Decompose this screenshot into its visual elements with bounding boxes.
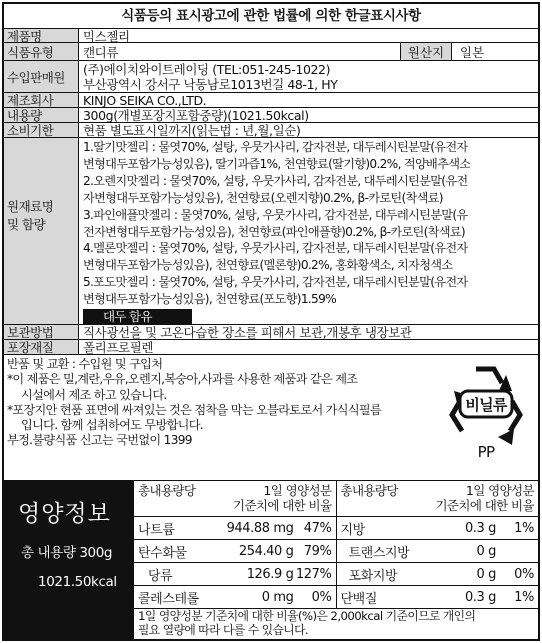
nutrient-amount: 944.88 mg xyxy=(226,520,294,536)
recycle-arrows-icon xyxy=(442,357,528,461)
product-name-label: 제품명 xyxy=(4,29,79,42)
nutrient-percent: 1% xyxy=(514,520,534,536)
nutrition-kcal: 1021.50kcal xyxy=(38,574,117,590)
nutrient-percent: 47% xyxy=(303,520,332,536)
notice-line: *포장지안 현품 표면에 싸져있는 것은 점착을 막는 오블라토로서 가식식필름 xyxy=(7,402,382,417)
origin-label: 원산지 xyxy=(400,43,452,60)
recycle-mark-text: 비닐류 xyxy=(465,396,507,414)
nutrition-row xyxy=(134,517,538,540)
row-importer xyxy=(4,61,538,93)
nutrition-row xyxy=(134,540,538,563)
nutrition-table-header xyxy=(134,481,538,517)
expiry-value: 현품 별도표시일까지(읽는법 : 년,월,일순) xyxy=(83,123,301,137)
nutrition-header-left xyxy=(134,481,336,516)
volume-value: 300g(개별포장지포함중량)(1021.50kcal) xyxy=(83,108,309,122)
nutrient-percent: 0% xyxy=(311,589,332,605)
ingredients-label-line-2: 및 함량 xyxy=(7,217,46,232)
nutrition-total: 총 내용량 300g xyxy=(21,545,113,561)
importer-value xyxy=(79,61,538,92)
storage-value: 직사광선을 및 고온다습한 장소를 피해서 보관,개봉후 냉장보관 xyxy=(83,325,412,339)
nutrition-table xyxy=(134,481,538,641)
nutrient-amount: 254.40 g xyxy=(238,543,294,559)
nutrient-name: 지방 xyxy=(340,522,365,538)
manufacturer-label: 제조회사 xyxy=(4,93,79,107)
nutrient-amount: 0.3 g xyxy=(464,520,496,536)
row-packaging xyxy=(4,340,538,355)
storage-label: 보관방법 xyxy=(4,325,79,339)
row-ingredients xyxy=(4,138,538,325)
allergen-badge: 대두 함유 xyxy=(83,309,192,324)
footnote-line: 1일 영양성분 기준치에 대한 비율(%)은 2,000kcal 기준이므로 개인의 xyxy=(138,609,476,623)
header-daily-value-1: 1일 영양성분 xyxy=(465,483,534,498)
notice-line: *이 제품은 밀,계란,우유,오렌지,복숭아,사과를 사용한 제품과 같은 제조 xyxy=(7,372,358,387)
importer-label: 수입판매원 xyxy=(4,61,79,92)
row-product-name xyxy=(4,29,538,43)
row-food-type xyxy=(4,43,538,61)
ingredient-line: 전자변형대두포함가능성있음), 천연향료(파인애플향)0.2%, β-카로틴(착색료) xyxy=(83,224,465,239)
notice-line: 부정.불량식품 신고는 국번없이 1399 xyxy=(7,433,192,448)
ingredient-line: 3.파인애플맛젤리 : 물엿70%, 설탕, 우뭇가사리, 감자전분, 대두레시틴분말(유 xyxy=(83,207,468,222)
row-storage xyxy=(4,325,538,340)
ingredient-line: 1.딸기맛젤리 : 물엿70%, 설탕, 우뭇가사리, 감자전분, 대두레시틴분말(유전자 xyxy=(83,140,468,154)
nutrition-header-right xyxy=(336,481,539,516)
nutrition-row xyxy=(134,586,538,609)
origin-value: 일본 xyxy=(460,44,485,60)
nutrition-row xyxy=(134,563,538,586)
importer-line-1: (주)에이치와이트레이딩 (TEL:051-245-1022) xyxy=(83,62,331,77)
product-name-value: 믹스젤리 xyxy=(83,29,130,42)
ingredient-line: 4.멜론맛젤리 : 물엿70%, 설탕, 우뭇가사리, 감자전분, 대두레시틴분말(유전자 xyxy=(83,241,468,256)
expiry-label: 소비기한 xyxy=(4,123,79,137)
ingredients-label xyxy=(4,138,79,324)
nutrient-name: 콜레스테롤 xyxy=(138,591,199,607)
packaging-label: 포장재질 xyxy=(4,340,79,354)
nutrient-amount: 126.9 g xyxy=(246,566,294,582)
ingredient-line: 변형대두포함가능성있음), 천연향료(멜론향)0.2%, 홍화황색소, 치자청색소 xyxy=(83,258,453,273)
manufacturer-value: KINJO SEIKA CO.,LTD. xyxy=(83,93,207,107)
nutrient-percent: 79% xyxy=(303,543,332,559)
label-title: 식품등의 표시광고에 관한 법률에 의한 한글표시사항 xyxy=(4,4,538,29)
notice-line: 입니다. 함께 섭취하여도 무방합니다. xyxy=(21,418,203,433)
nutrient-name: 단백질 xyxy=(340,591,377,607)
nutrient-amount: 0 g xyxy=(476,566,496,582)
nutrition-panel xyxy=(4,481,538,641)
food-label xyxy=(2,2,540,641)
food-type-value: 캔디류 xyxy=(83,44,119,60)
nutrient-percent: 1% xyxy=(514,589,534,605)
nutrient-name: 나트륨 xyxy=(138,522,175,538)
nutrition-summary xyxy=(4,481,134,641)
nutrient-amount: 0 mg xyxy=(261,589,294,605)
notice-section xyxy=(4,355,538,481)
nutrient-amount: 0.3 g xyxy=(464,589,496,605)
footnote-line: 필요 열량에 따라 다를 수 있습니다. xyxy=(138,622,309,637)
food-type-label: 식품유형 xyxy=(4,43,79,60)
recycle-mark xyxy=(442,357,528,461)
nutrient-amount: 0 g xyxy=(476,543,496,559)
nutrition-footnote xyxy=(134,609,538,641)
ingredient-line: 변형대두포함가능성있음), 딸기과즙1%, 천연향료(딸기향)0.2%, 적양배추색소 xyxy=(83,156,471,171)
notice-line: 반품 및 교환 : 수입원 및 구입처 xyxy=(7,357,163,371)
nutrient-percent: 0% xyxy=(514,566,534,582)
importer-line-2: 부산광역시 강서구 낙동남로1013번길 48-1, HY xyxy=(83,77,338,92)
ingredient-line: 2.오렌지맛젤리 : 물엿70%, 설탕, 우뭇가사리, 감자전분, 대두레시틴분말(유전 xyxy=(83,173,468,188)
row-volume xyxy=(4,108,538,123)
nutrient-name: 트랜스지방 xyxy=(348,545,410,561)
header-per-total: 총내용량당 xyxy=(340,483,398,498)
nutrition-title: 영양정보 xyxy=(18,501,111,527)
nutrient-percent: 127% xyxy=(295,566,332,582)
nutrient-name: 탄수화물 xyxy=(138,545,187,561)
ingredient-line: 변형대두포함가능성있음), 천연향료(포도향)1.59% xyxy=(83,292,337,307)
packaging-value: 폴리프로필렌 xyxy=(83,340,154,354)
nutrient-name: 포화지방 xyxy=(348,568,398,584)
header-daily-value-2: 기준치에 대한 비율 xyxy=(435,498,534,513)
header-per-total: 총내용량당 xyxy=(138,483,196,498)
header-daily-value-1: 1일 영양성분 xyxy=(263,483,332,498)
ingredient-line: 5.포도맛젤리 : 물엿70%, 설탕, 우뭇가사리, 감자전분, 대두레시틴분말(유전자 xyxy=(83,275,468,290)
notice-line: 시설에서 제조 하고 있습니다. xyxy=(21,387,167,402)
header-daily-value-2: 기준치에 대한 비율 xyxy=(232,498,332,513)
ingredient-line: 자변형대두포함가능성있음), 천연향료(오렌지향)0.2%, β-카로틴(착색료) xyxy=(83,190,443,205)
volume-label: 내용량 xyxy=(4,108,79,122)
row-manufacturer xyxy=(4,93,538,108)
recycle-material: PP xyxy=(477,443,495,461)
ingredients-label-line-1: 원재료명 xyxy=(7,199,54,214)
nutrient-name: 당류 xyxy=(148,568,173,584)
ingredients-list xyxy=(79,138,470,324)
row-expiry xyxy=(4,123,538,138)
